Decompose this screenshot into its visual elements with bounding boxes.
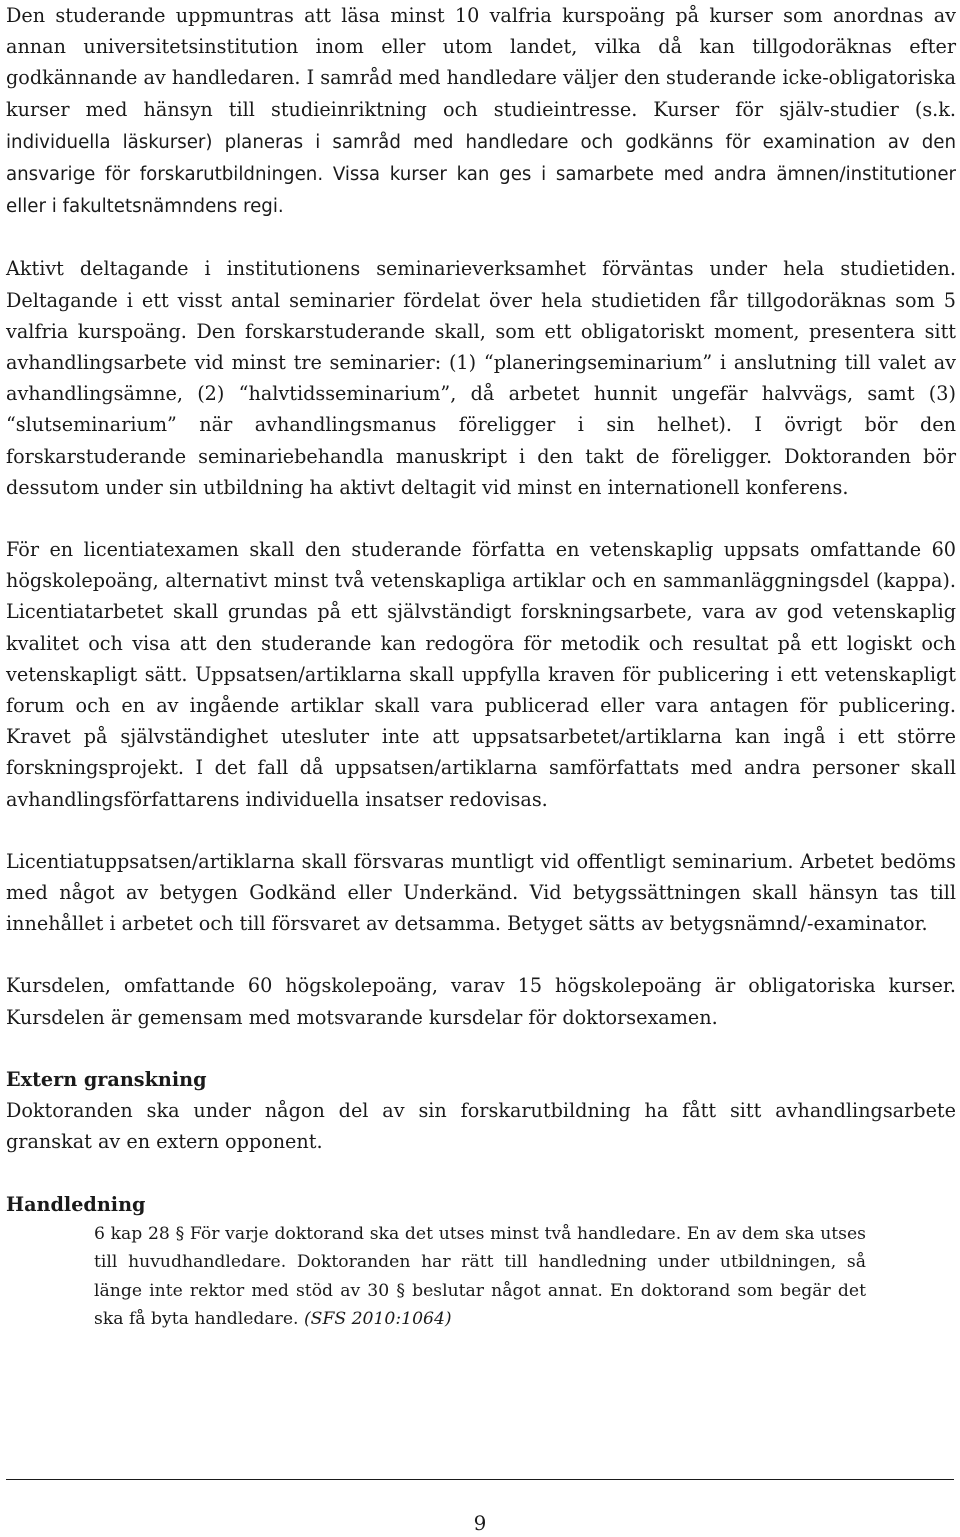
paragraph-defense: Licentiatuppsatsen/artiklarna skall försvaras muntligt vid offentligt seminarium. Arbetet bedöms med något av betygen Godkänd eller Underkänd. Vid betygssättningen skall hänsyn tas till innehållet i arbetet och till försvaret av detsamma. Betyget sätts av betygsnämnd/-examinator. [6,849,956,936]
footer-divider [6,1479,954,1480]
quote-text: 6 kap 28 § För varje doktorand ska det utses minst två handledare. En av dem ska utses till huvudhandledare. Doktoranden har rätt till handledning under utbildningen, så länge inte rektor med stöd av 30 § beslutar något annat. En doktorand som begär det ska få byta handledare. [94,1223,866,1330]
paragraph-courses [6,0,956,222]
heading-handledning: Handledning [6,1192,146,1216]
quote-citation: (SFS 2010:1064) [303,1309,452,1330]
quote-handledning [94,1220,866,1334]
paragraph-courses-part1: Den studerande uppmuntras att läsa minst 10 valfria kurspoäng på kurser som anordnas av annan universitetsinstitution inom eller utom landet, vilka då kan tillgodoräknas efter godkännande av handledaren. I samråd med handledare väljer den studerande icke-obligatoriska kurser med hänsyn till studieinriktning och studieintresse. Kurser för själv-studier (s.k. [6,4,956,121]
paragraph-seminars: Aktivt deltagande i institutionens seminarieverksamhet förväntas under hela studietiden. Deltagande i ett visst antal seminarier fördelat över hela studietiden får tillgodoräknas som 5 valfria kurspoäng. Den forskarstuderande skall, som ett obligatoriskt moment, presentera sitt avhandlingsarbete vid minst tre seminarier: (1) “planeringseminarium” i anslutning till valet av avhandlingsämne, (2) “halvtidsseminarium”, då arbetet hunnit ungefär halvvägs, samt (3) “slutseminarium” när avhandlingsmanus föreligger i sin helhet). I övrigt bör den forskarstuderande seminariebehandla manuskript i den takt de föreligger. Doktoranden bör dessutom under sin utbildning ha aktivt deltagit vid minst en internationell konferens. [6,257,956,499]
paragraph-extern-granskning: Doktoranden ska under någon del av sin forskarutbildning ha fått sitt avhandlingsarbete granskat av en extern opponent. [6,1099,956,1154]
paragraph-course-part: Kursdelen, omfattande 60 högskolepoäng, varav 15 högskolepoäng är obligatoriska kurser. Kursdelen är gemensam med motsvarande kursdelar för doktorsexamen. [6,974,956,1029]
heading-extern-granskning: Extern granskning [6,1067,207,1091]
page-number: 9 [473,1511,487,1535]
document-page [6,0,956,1334]
paragraph-licentiate-thesis: För en licentiatexamen skall den studerande författa en vetenskaplig uppsats omfattande 60 högskolepoäng, alternativt minst två vetenskapliga artiklar och en sammanläggningsdel (kappa). Licentiatarbetet skall grundas på ett självständigt forskningsarbete, vara av god vetenskaplig kvalitet och visa att den studerande kan redogöra för metodik och resultat på ett logiskt och vetenskapligt sätt. Uppsatsen/artiklarna skall uppfylla kraven för publicering i ett vetenskapligt forum och en av ingående artiklar skall vara publicerad eller vara antagen för publicering. Kravet på självständighet utesluter inte att uppsatsarbetet/artiklarna kan ingå i ett större forskningsprojekt. I det fall då uppsatsen/artiklarna samförfattats med andra personer skall avhandlingsförfattarens individuella insatser redovisas. [6,538,956,811]
paragraph-courses-part2: individuella läskurser) planeras i samråd med handledare och godkänns för examination av den ansvarige för forskarutbildningen. Vissa kurser kan ges i samarbete med andra ämnen/institutioner eller i fakultetsnämndens regi. [6,131,956,218]
